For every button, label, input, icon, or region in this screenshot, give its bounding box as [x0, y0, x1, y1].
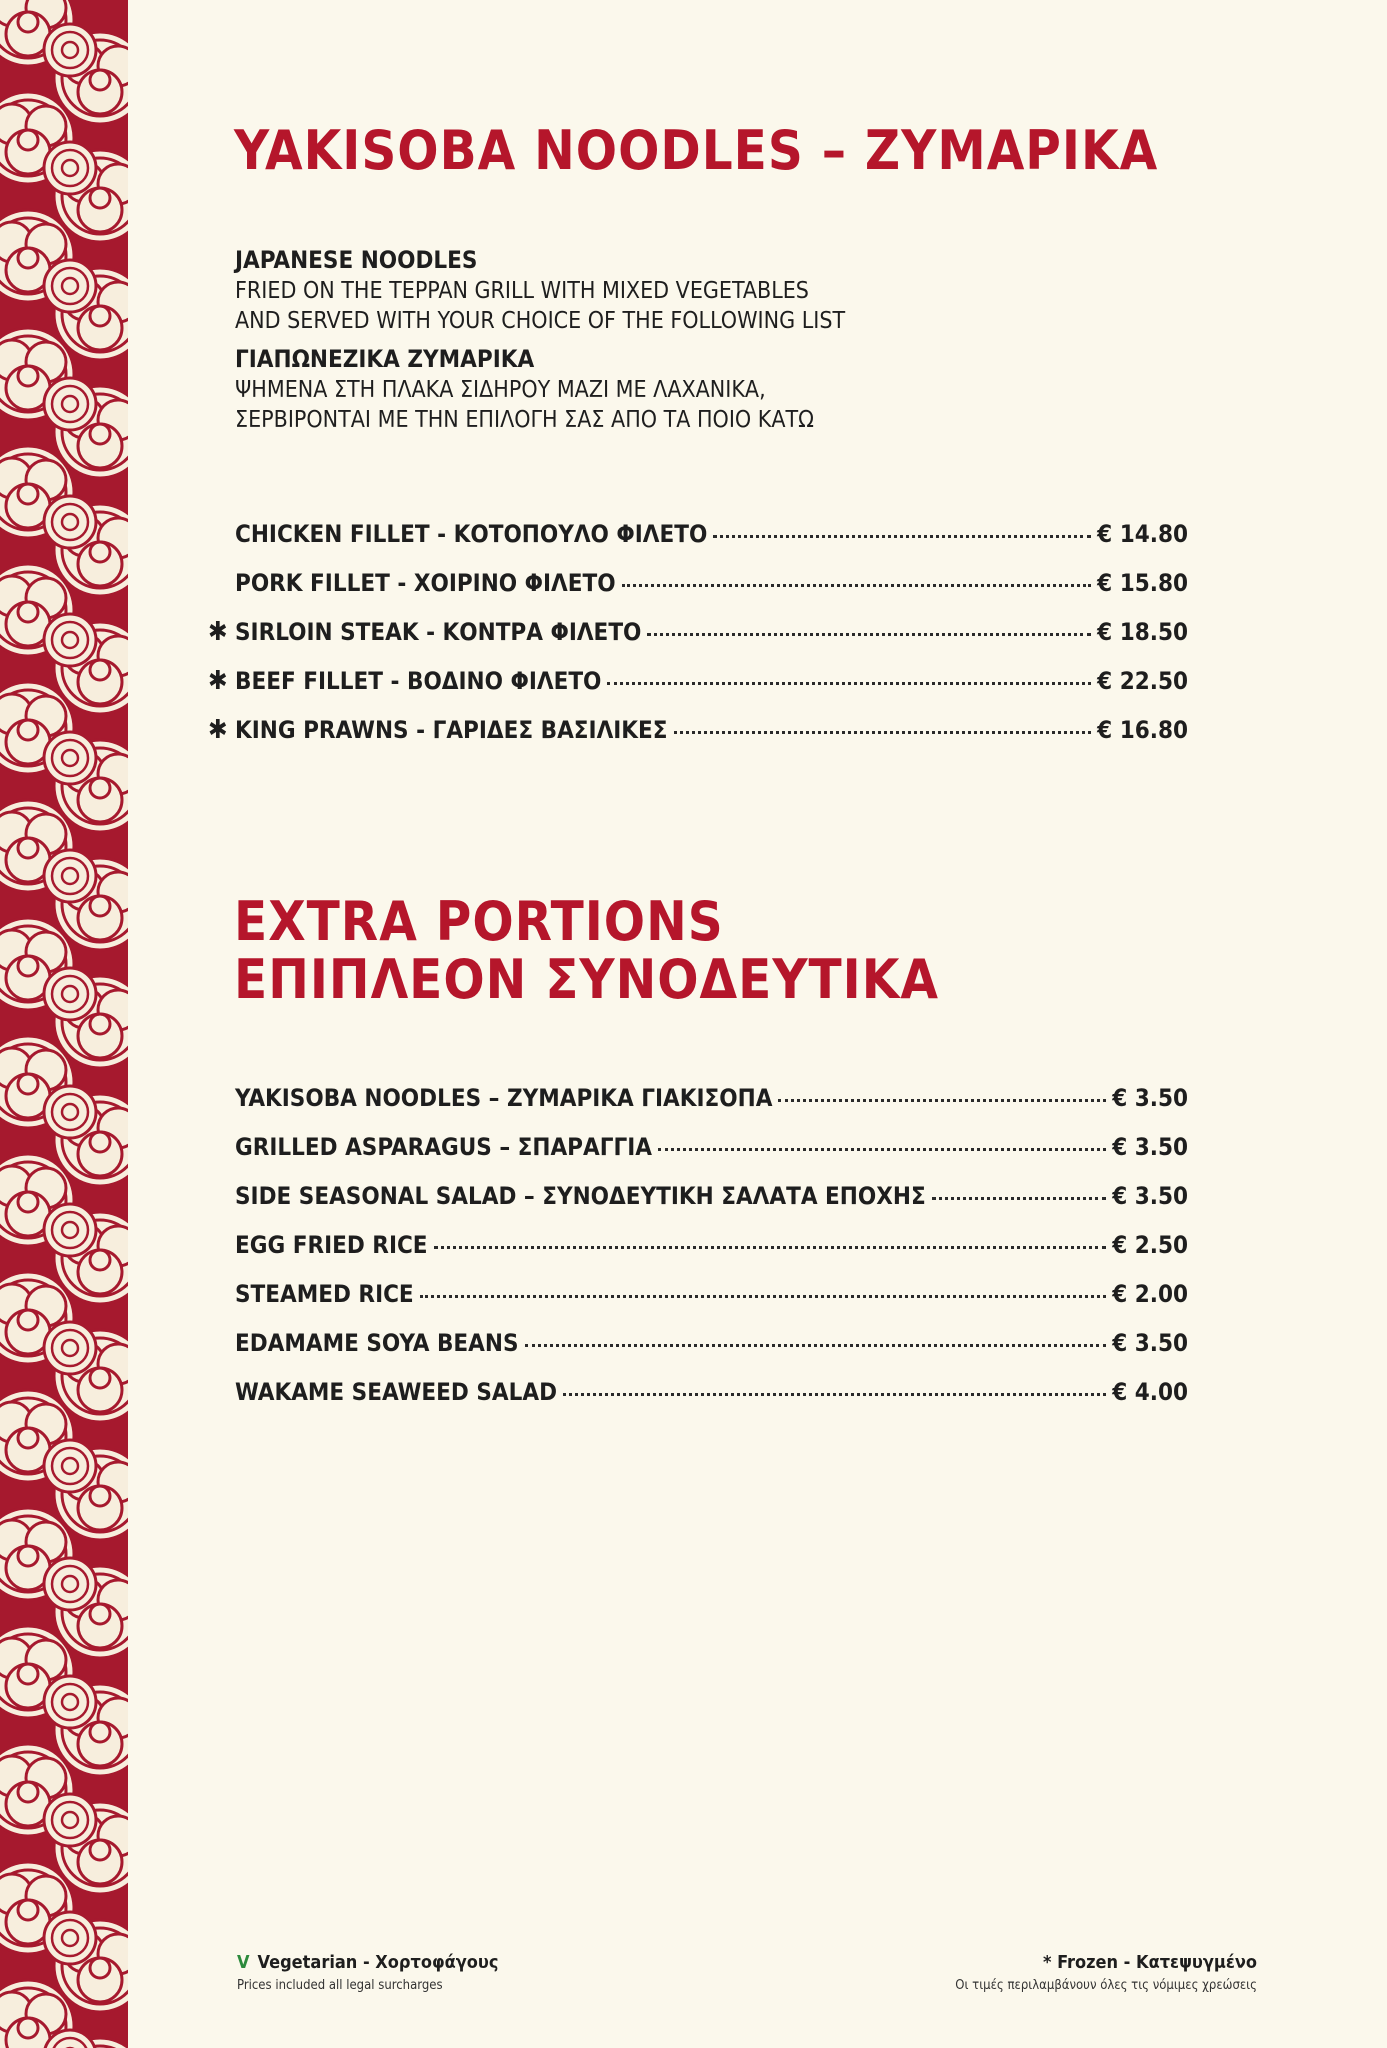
dot-leader: [647, 631, 1091, 636]
frozen-marker: ✱: [208, 617, 228, 647]
footer-legend-left: [237, 1950, 498, 1996]
menu-item: [208, 1319, 1188, 1368]
menu-item: [208, 1270, 1188, 1319]
noodles-section-title: YAKISOBA NOODLES – ΖΥΜΑΡΙΚΑ: [234, 119, 1159, 182]
intro-english-line: FRIED ON THE TEPPAN GRILL WITH MIXED VEGETABLES: [235, 278, 809, 304]
menu-item-price: € 3.50: [1112, 1182, 1188, 1210]
vegetarian-icon: V: [237, 1952, 250, 1973]
menu-item: [208, 657, 1188, 706]
menu-item-price: € 16.80: [1097, 716, 1188, 744]
dot-leader: [525, 1342, 1107, 1347]
footer-legend-right: [955, 1950, 1257, 1996]
menu-item-name: WAKAME SEAWEED SALAD: [235, 1378, 558, 1406]
frozen-marker: ✱: [208, 715, 228, 745]
menu-item: [208, 706, 1188, 755]
intro-greek: [235, 344, 1135, 435]
menu-item-name: KING PRAWNS - ΓΑΡΙΔΕΣ ΒΑΣΙΛΙΚΕΣ: [235, 716, 668, 744]
dot-leader: [607, 680, 1091, 685]
menu-item: [208, 1123, 1188, 1172]
menu-item-price: € 2.00: [1112, 1280, 1188, 1308]
menu-item-name: STEAMED RICE: [235, 1280, 414, 1308]
frozen-legend: * Frozen - Κατεψυγμένο: [1042, 1952, 1257, 1973]
menu-item-name: YAKISOBA NOODLES – ΖΥΜΑΡΙΚΑ ΓΙΑΚΙΣΟΠΑ: [235, 1084, 773, 1112]
menu-item-name: EGG FRIED RICE: [235, 1231, 428, 1259]
extras-title-english: EXTRA PORTIONS: [234, 890, 724, 953]
intro-greek-line: ΨΗΜΕΝΑ ΣΤΗ ΠΛΑΚΑ ΣΙΔΗΡΟΥ ΜΑΖΙ ΜΕ ΛΑΧΑΝΙΚΑ,: [235, 377, 766, 403]
menu-item-name: EDAMAME SOYA BEANS: [235, 1329, 519, 1357]
prices-note: Prices included all legal surcharges: [237, 1978, 443, 1993]
vegetarian-label: Vegetarian - Χορτοφάγους: [257, 1952, 499, 1973]
menu-item-name: GRILLED ASPARAGUS – ΣΠΑΡΑΓΓΙΑ: [235, 1133, 652, 1161]
intro-english-line: AND SERVED WITH YOUR CHOICE OF THE FOLLOWING LIST: [235, 308, 846, 334]
dot-leader: [658, 1146, 1106, 1151]
menu-item: [208, 1074, 1188, 1123]
menu-item-price: € 18.50: [1097, 618, 1188, 646]
prices-note-greek: Οι τιμές περιλαμβάνουν όλες τις νόμιμες χρεώσεις: [955, 1978, 1257, 1993]
extras-section-title: [234, 890, 939, 1011]
dot-leader: [674, 729, 1092, 734]
menu-item-price: € 14.80: [1097, 520, 1188, 548]
menu-item-price: € 15.80: [1097, 569, 1188, 597]
menu-item-price: € 2.50: [1112, 1231, 1188, 1259]
dot-leader: [932, 1195, 1106, 1200]
menu-item-price: € 22.50: [1097, 667, 1188, 695]
extras-menu-list: [208, 1074, 1188, 1417]
noodles-intro: [235, 245, 1135, 443]
dot-leader: [563, 1391, 1106, 1396]
menu-item-name: SIDE SEASONAL SALAD – ΣΥΝΟΔΕΥΤΙΚΗ ΣΑΛΑΤΑ ΕΠΟΧΗΣ: [235, 1182, 926, 1210]
menu-item-name: PORK FILLET - ΧΟΙΡΙΝΟ ΦΙΛΕΤΟ: [235, 569, 616, 597]
menu-item: [208, 1221, 1188, 1270]
dot-leader: [778, 1097, 1106, 1102]
dot-leader: [622, 582, 1092, 587]
menu-item-name: CHICKEN FILLET - ΚΟΤΟΠΟΥΛΟ ΦΙΛΕΤΟ: [235, 520, 708, 548]
menu-item-price: € 4.00: [1112, 1378, 1188, 1406]
dot-leader: [434, 1244, 1107, 1249]
extras-title-greek: ΕΠΙΠΛΕΟΝ ΣΥΝΟΔΕΥΤΙΚΑ: [234, 948, 939, 1011]
dot-leader: [420, 1293, 1107, 1298]
dot-leader: [713, 533, 1091, 538]
frozen-marker: ✱: [208, 666, 228, 696]
intro-greek-line: ΣΕΡΒΙΡΟΝΤΑΙ ΜΕ ΤΗΝ ΕΠΙΛΟΓΗ ΣΑΣ ΑΠΟ ΤΑ ΠΟΙΟ ΚΑΤΩ: [235, 407, 814, 433]
menu-item: [208, 608, 1188, 657]
intro-english: [235, 245, 1135, 336]
menu-item: [208, 1172, 1188, 1221]
noodles-menu-list: [208, 510, 1188, 755]
menu-item-price: € 3.50: [1112, 1329, 1188, 1357]
menu-item-name: SIRLOIN STEAK - ΚΟΝΤΡΑ ΦΙΛΕΤΟ: [235, 618, 642, 646]
menu-item: [208, 559, 1188, 608]
intro-english-heading: JAPANESE NOODLES: [235, 246, 478, 274]
menu-item: [208, 1368, 1188, 1417]
menu-item-price: € 3.50: [1112, 1084, 1188, 1112]
intro-greek-heading: ΓΙΑΠΩΝΕΖΙΚΑ ΖΥΜΑΡΙΚΑ: [235, 345, 535, 373]
menu-item-price: € 3.50: [1112, 1133, 1188, 1161]
vegetarian-legend: [237, 1950, 498, 1976]
menu-item-name: BEEF FILLET - ΒΟΔΙΝΟ ΦΙΛΕΤΟ: [235, 667, 602, 695]
menu-item: [208, 510, 1188, 559]
